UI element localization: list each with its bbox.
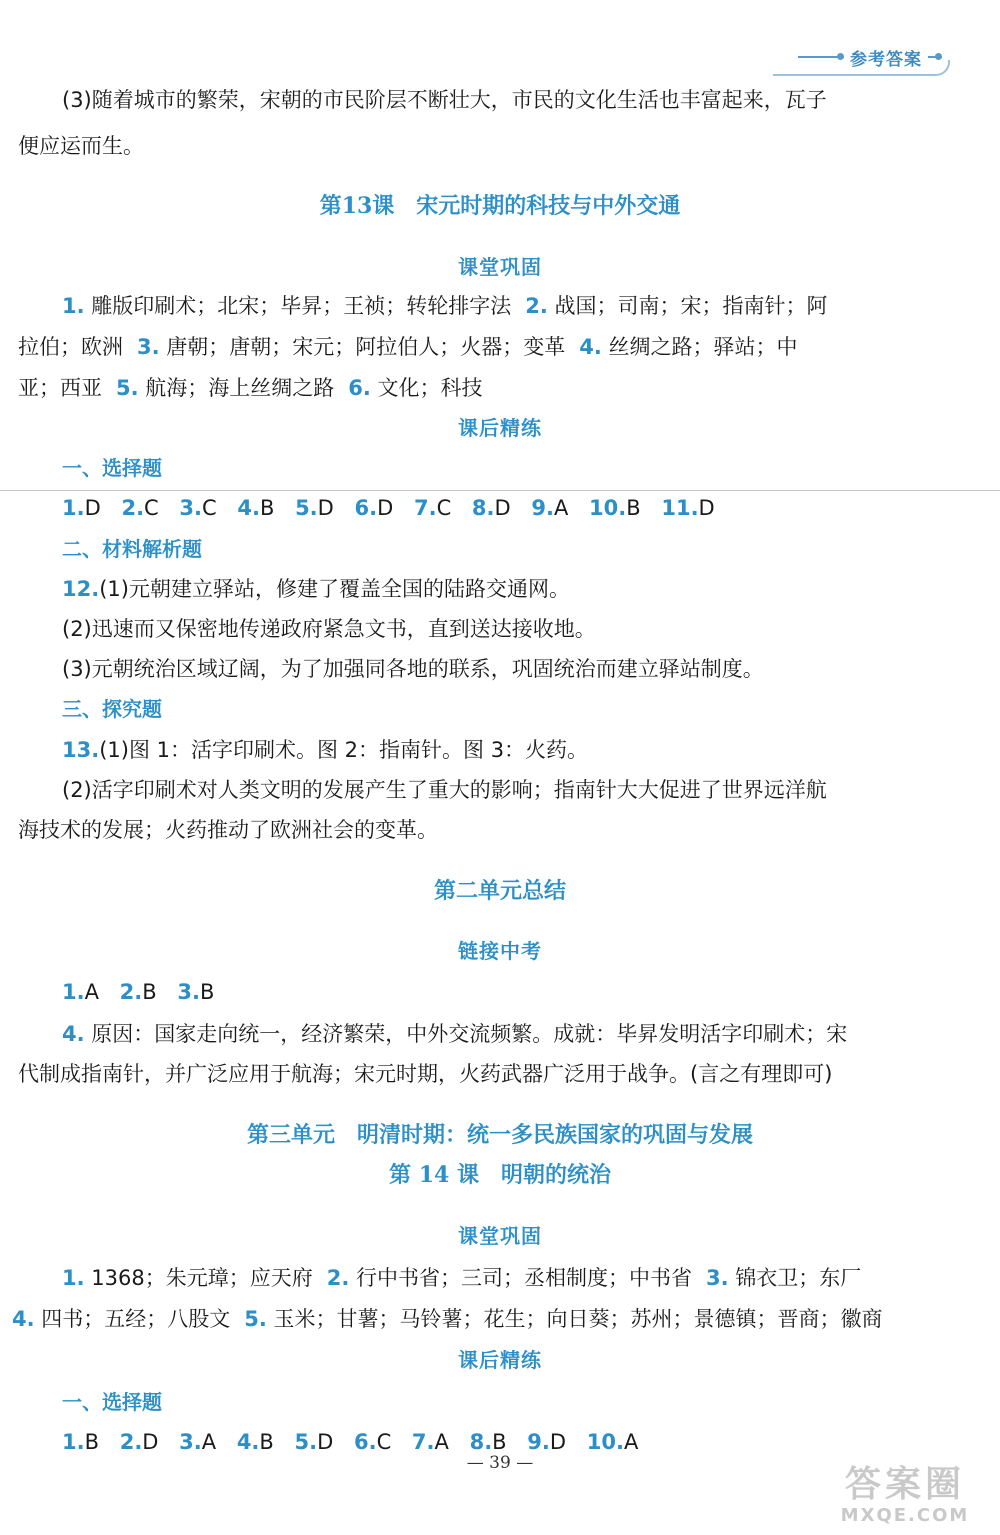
classroom-heading: 课堂巩固 xyxy=(458,255,542,279)
answer-letter: D xyxy=(142,1430,159,1454)
question-number: 5. xyxy=(244,1307,267,1331)
link-exam-heading: 链接中考 xyxy=(458,939,542,963)
question-number: 5. xyxy=(294,1430,318,1454)
watermark-text: 答案圈 xyxy=(844,1464,965,1505)
after-class-heading: 课后精练 xyxy=(458,1348,542,1372)
answer-text: (1)图 1：活字印刷术。图 2：指南针。图 3：火药。 xyxy=(99,738,589,762)
question-number: 9. xyxy=(531,496,554,520)
choice-answers xyxy=(62,1428,638,1456)
answer-line xyxy=(18,333,798,361)
choice-answers xyxy=(62,494,715,522)
answer-text: 锦衣卫；东厂 xyxy=(728,1266,862,1290)
section-heading-choice: 一、选择题 xyxy=(62,1390,162,1414)
answer-letter: A xyxy=(434,1430,449,1454)
answer-letter: D xyxy=(317,496,334,520)
question-number: 3. xyxy=(177,980,200,1004)
answer-text: 1368；朱元璋；应天府 xyxy=(84,1266,313,1290)
question-number: 1. xyxy=(62,294,85,318)
section-heading-explore: 三、探究题 xyxy=(62,697,162,721)
question-number: 6. xyxy=(353,1430,377,1454)
question-number: 3. xyxy=(179,1430,202,1454)
answer-line: (2)活字印刷术对人类文明的发展产生了重大的影响；指南针大大促进了世界远洋航 xyxy=(62,778,827,802)
answer-letter: D xyxy=(377,496,394,520)
answer-letter: B xyxy=(199,980,215,1004)
question-number: 3. xyxy=(137,335,160,359)
answer-line xyxy=(62,1264,861,1292)
answer-letter: B xyxy=(259,1430,274,1454)
page-number: — 39 — xyxy=(466,1453,534,1473)
answer-letter: A xyxy=(201,1430,217,1454)
unit-2-summary-title: 第二单元总结 xyxy=(433,878,566,904)
question-number: 5. xyxy=(295,496,318,520)
watermark-logo xyxy=(820,1465,990,1530)
answer-line: (3)元朝统治区域辽阔，为了加强同各地的联系，巩固统治而建立驿站制度。 xyxy=(62,657,764,681)
answer-line: (2)迅速而又保密地传递政府紧急文书，直到送达接收地。 xyxy=(62,617,596,641)
unit-3-title: 第三单元 明清时期：统一多民族国家的巩固与发展 xyxy=(246,1122,753,1148)
answer-letter: C xyxy=(144,496,159,520)
answer-line xyxy=(62,575,570,603)
answer-letter: A xyxy=(553,496,569,520)
question-number: 13. xyxy=(62,738,100,762)
answer-letter: D xyxy=(698,496,715,520)
paragraph-line: 便应运而生。 xyxy=(18,134,144,158)
answer-line xyxy=(12,1305,883,1333)
header-curve-decoration xyxy=(773,60,950,76)
question-number: 9. xyxy=(527,1430,550,1454)
header-ornament xyxy=(798,56,844,58)
question-number: 3. xyxy=(179,496,202,520)
answer-text: 战国；司南；宋；指南针；阿 xyxy=(547,294,828,318)
question-number: 4. xyxy=(579,335,602,359)
answer-letter: D xyxy=(317,1430,334,1454)
answer-text: 原因：国家走向统一，经济繁荣，中外交流频繁。成就：毕昇发明活字印刷术；宋 xyxy=(84,1022,848,1046)
question-number: 7. xyxy=(413,496,437,520)
answer-text: 玉米；甘薯；马铃薯；花生；向日葵；苏州；景德镇；晋商；徽商 xyxy=(266,1307,883,1331)
question-number: 4. xyxy=(12,1307,35,1331)
question-number: 4. xyxy=(237,496,260,520)
answer-text: 丝绸之路；驿站；中 xyxy=(601,335,798,359)
answer-text: 四书；五经；八股文 xyxy=(34,1307,231,1331)
question-number: 1. xyxy=(62,980,85,1004)
question-number: 4. xyxy=(62,1022,85,1046)
question-number: 10. xyxy=(589,496,627,520)
paragraph-line: (3)随着城市的繁荣，宋朝的市民阶层不断壮大，市民的文化生活也丰富起来，瓦子 xyxy=(62,88,827,112)
after-class-heading: 课后精练 xyxy=(458,416,542,440)
choice-answers xyxy=(62,978,214,1006)
answer-letter: C xyxy=(376,1430,392,1454)
answer-letter: B xyxy=(142,980,157,1004)
question-number: 8. xyxy=(469,1430,493,1454)
question-number: 1. xyxy=(62,496,85,520)
answer-letter: C xyxy=(202,496,217,520)
question-number: 2. xyxy=(525,294,548,318)
question-number: 10. xyxy=(586,1430,624,1454)
answer-text: 航海；海上丝绸之路 xyxy=(138,376,335,400)
question-number: 5. xyxy=(116,376,139,400)
question-number: 8. xyxy=(471,496,495,520)
answer-letter: B xyxy=(492,1430,507,1454)
answer-letter: D xyxy=(549,1430,567,1454)
question-number: 4. xyxy=(236,1430,260,1454)
header-ornament xyxy=(928,56,942,58)
watermark-url: MXQE.COM xyxy=(840,1505,970,1526)
question-number: 2. xyxy=(326,1266,350,1290)
answer-letter: B xyxy=(259,496,275,520)
answer-text: 亚；西亚 xyxy=(18,376,102,400)
answer-text: (1)元朝建立驿站，修建了覆盖全国的陆路交通网。 xyxy=(99,577,570,601)
question-number: 1. xyxy=(62,1266,85,1290)
lesson-13-title: 第13课 宋元时期的科技与中外交通 xyxy=(319,193,681,219)
answer-letter: C xyxy=(436,496,452,520)
question-number: 7. xyxy=(411,1430,435,1454)
header-title: 参考答案 xyxy=(850,49,922,70)
answer-text: 拉伯；欧洲 xyxy=(18,335,123,359)
answer-text: 文化；科技 xyxy=(370,376,483,400)
answer-text: 行中书省；三司；丞相制度；中书省 xyxy=(349,1266,692,1290)
question-number: 2. xyxy=(121,496,145,520)
section-heading-material: 二、材料解析题 xyxy=(62,537,202,561)
answer-line: 代制成指南针，并广泛应用于航海；宋元时期，火药武器广泛用于战争。(言之有理即可) xyxy=(18,1062,833,1086)
answer-line xyxy=(62,736,588,764)
section-heading-choice: 一、选择题 xyxy=(62,456,162,480)
lesson-14-title: 第 14 课 明朝的统治 xyxy=(389,1162,611,1188)
answer-line: 海技术的发展；火药推动了欧洲社会的变革。 xyxy=(18,818,438,842)
answer-text: 唐朝；唐朝；宋元；阿拉伯人；火器；变革 xyxy=(159,335,566,359)
scan-artifact-line xyxy=(0,490,1000,491)
answer-letter: A xyxy=(84,980,99,1004)
question-number: 12. xyxy=(62,577,100,601)
question-number: 6. xyxy=(348,376,371,400)
answer-letter: D xyxy=(494,496,511,520)
answer-line xyxy=(18,374,483,402)
question-number: 2. xyxy=(119,1430,143,1454)
question-number: 3. xyxy=(706,1266,729,1290)
classroom-heading: 课堂巩固 xyxy=(458,1224,542,1248)
answer-line xyxy=(62,1020,847,1048)
answer-letter: B xyxy=(626,496,641,520)
answer-line xyxy=(62,292,828,320)
answer-letter: B xyxy=(84,1430,100,1454)
question-number: 6. xyxy=(354,496,378,520)
answer-letter: A xyxy=(623,1430,639,1454)
answer-letter: D xyxy=(84,496,101,520)
question-number: 2. xyxy=(119,980,143,1004)
question-number: 11. xyxy=(661,496,699,520)
answer-text: 雕版印刷术；北宋；毕昇；王祯；转轮排字法 xyxy=(84,294,512,318)
question-number: 1. xyxy=(62,1430,85,1454)
